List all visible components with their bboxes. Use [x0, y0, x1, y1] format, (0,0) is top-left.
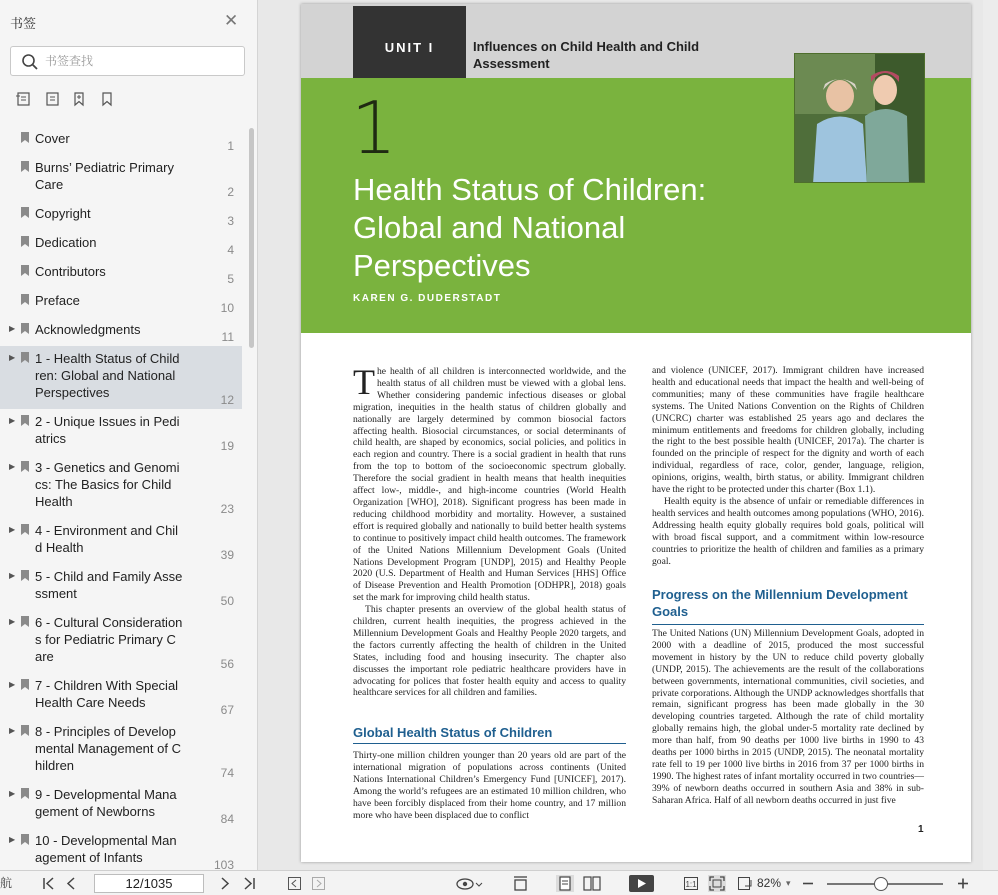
last-page-icon[interactable] [242, 875, 256, 892]
bookmark-page-number: 12 [220, 393, 234, 407]
expand-all-icon[interactable] [15, 91, 31, 107]
expand-arrow-icon[interactable]: ▶ [9, 835, 16, 844]
bookmark-icon [21, 132, 29, 143]
bookmark-item[interactable] [0, 455, 242, 518]
bookmark-item[interactable] [0, 230, 242, 259]
bookmark-page-number: 50 [220, 594, 234, 608]
bookmark-label: 2 - Unique Issues in Pediatrics [35, 414, 180, 446]
bookmark-icon [21, 616, 29, 627]
chapter-number: 1 [351, 86, 397, 170]
two-page-icon[interactable] [583, 875, 601, 892]
expand-arrow-icon[interactable]: ▶ [9, 571, 16, 580]
next-page-icon[interactable] [219, 875, 231, 892]
bookmark-item[interactable] [0, 317, 242, 346]
sidebar-title: 书签 [10, 16, 37, 31]
forward-icon[interactable] [311, 875, 326, 892]
bookmark-label: Cover [35, 131, 70, 146]
bookmark-page-number: 23 [220, 502, 234, 516]
previous-page-icon[interactable] [65, 875, 77, 892]
bookmark-page-number: 5 [227, 272, 234, 286]
zoom-level[interactable]: 82% [757, 876, 782, 890]
chapter-title: Health Status of Children: Global and National Perspectives [353, 172, 707, 283]
bookmark-label: 4 - Environment and Child Health [35, 523, 179, 555]
bookmark-label: 8 - Principles of Developmental Management of Children [35, 724, 181, 773]
paragraph: Health equity is the absence of unfair or remediable differences in health services and health outcomes among populations (WHO, 2016). Addressing health equity globally requires bold goals, political will with broad fiscal support, and a commitment within low-resource countries to prioritize the health of children and families as a primary goal. [652, 495, 924, 567]
bookmark-item[interactable] [0, 610, 242, 673]
bookmark-item[interactable] [0, 719, 242, 782]
bookmark-page-number: 3 [227, 214, 234, 228]
expand-arrow-icon[interactable]: ▶ [9, 680, 16, 689]
bookmark-label: Dedication [35, 235, 97, 250]
unit-label: UNIT I [384, 40, 435, 55]
zoom-in-icon[interactable] [956, 875, 970, 892]
bookmark-label: Acknowledgments [35, 322, 141, 337]
section-heading-global-health: Global Health Status of Children [353, 725, 553, 740]
chapter-photo [794, 53, 925, 183]
bookmark-page-number: 1 [227, 139, 234, 153]
paragraph: and violence (UNICEF, 2017). Immigrant children have increased health and educational needs that impact the health and well-being of communities; many of these communities have fragile healthcare systems. The United Nations Convention on the Rights of Children (UNCRC) charter was established 25 years ago and declares the minimum entitlements and freedoms for children globally, including the right to the best possible health (UNICEF, 2017a). The charter is founded on the principle of respect for the dignity and worth of each individual, regardless of race, color, gender, language, religion, opinions, origins, wealth, birth status, or ability. Immigrant children have the right to be protected under this charter (Box 1.1). [652, 365, 924, 496]
close-icon[interactable]: ✕ [224, 11, 239, 30]
bookmark-label: 6 - Cultural Considerations for Pediatric Primary Care [35, 615, 183, 664]
bookmark-page-number: 19 [220, 439, 234, 453]
first-page-icon[interactable] [42, 875, 56, 892]
bookmark-item[interactable] [0, 564, 242, 610]
bookmark-page-number: 103 [213, 858, 234, 870]
actual-size-icon[interactable] [683, 875, 699, 892]
bookmark-label: Copyright [35, 206, 91, 221]
bookmark-label: 7 - Children With Special Health Care Needs [35, 678, 179, 710]
bookmark-page-number: 4 [227, 243, 234, 257]
bookmark-item[interactable] [0, 673, 242, 719]
heading-rule [353, 743, 626, 744]
bookmark-page-number: 67 [220, 703, 234, 717]
search-icon [21, 53, 39, 71]
bookmark-item[interactable] [0, 828, 242, 870]
paragraph: he health of all children is interconnected worldwide, and the health status of all children must be viewed with a global lens. Whether considering pandemic infectious diseases or global migration, inequities in the health status of children globally and nationally are largely determined by common biosocial factors affecting health. Biosocial circumstances, or social determinants of child health, are shaped by economics, social policies, and politics in each region and country. There is a social gradient in health that runs from the top to bottom of the socioeconomic spectrum globally. Therefore the social gradient in health means that health inequities affect low-, middle-, and high-income countries (World Health Organization [WHO], 2018). Significant progress has been made in reducing childhood morbidity and mortality. However, a sustained effort is required globally and nationally to build better health systems to continue to positively impact child health outcomes. The framework of the United Nations Millennium Development Goals (United Nations Development Program [UNDP], 2015) and Healthy People 2020 (U.S. Department of Health and Human Services [HHS] Office of Disease Prevention and Health Promotion [ODHPR], 2018) goals set the mark for improving child health status. [353, 366, 626, 604]
bookmark-icon [21, 524, 29, 535]
paragraph: The United Nations (UN) Millennium Development Goals, adopted in 2000 with a deadline of 2015, produced the most successful movement in history by the UN to reduce child poverty globally (UNDP, 2015). The achievements are the result of the collaborations between governments, international communities, civil societies, and private corporations. Although the UNDP acknowledges shortfalls that remain, significant progress has been made globally in the 30 developing countries targeted. Although the rate of child mortality globally remains high, the global under-5 mortality rate declined by more than half, from 90 deaths per 1000 live births in 1990 to 43 deaths per 1000 births in 2015 (UNDP, 2015). The neonatal mortality rate fell to 19 per 1000 live births in 2016 from 37 per 1000 births in 1990. The highest rates of infant mortality occurred in two countries—39% of newborn deaths occurred in southern Asia and 38% in sub-Saharan Africa. Half of all newborn deaths occurred in just five [652, 628, 924, 806]
page-number-field[interactable]: 12/1035 [94, 874, 204, 893]
bookmark-label: Contributors [35, 264, 106, 279]
bookmark-icon [21, 679, 29, 690]
text-column-right [652, 365, 924, 567]
svg-text:1:1: 1:1 [685, 880, 697, 889]
expand-arrow-icon[interactable]: ▶ [9, 353, 16, 362]
expand-arrow-icon[interactable]: ▶ [9, 416, 16, 425]
expand-arrow-icon[interactable]: ▶ [9, 324, 16, 333]
bookmark-list [0, 126, 258, 870]
sidebar-scrollbar[interactable] [249, 128, 254, 348]
bookmark-label: Burns’ Pediatric Primary Care [35, 160, 174, 192]
bookmark-icon [21, 236, 29, 247]
document-page [301, 4, 971, 862]
bookmark-icon [21, 323, 29, 334]
drop-cap: T [353, 362, 375, 402]
bookmark-item[interactable] [0, 346, 242, 409]
fit-width-icon[interactable] [512, 875, 529, 892]
single-page-icon[interactable] [556, 875, 574, 892]
bookmark-item[interactable] [0, 259, 242, 288]
zoom-mode-icon[interactable] [737, 875, 753, 892]
bookmark-icon [21, 265, 29, 276]
bookmark-icon [21, 570, 29, 581]
bookmark-label: 5 - Child and Family Assessment [35, 569, 183, 601]
bookmark-label: 10 - Developmental Management of Infants [35, 833, 177, 865]
chapter-author: KAREN G. DUDERSTADT [353, 293, 502, 304]
bookmark-icon [21, 461, 29, 472]
text-column-left-lower [353, 750, 626, 821]
bookmark-label: 1 - Health Status of Children: Global and National Perspectives [35, 351, 180, 400]
bookmark-icon [21, 415, 29, 426]
page-number: 1 [918, 824, 924, 835]
add-bookmark-icon[interactable] [71, 91, 87, 107]
bookmark-page-number: 39 [220, 548, 234, 562]
bookmark-page-number: 2 [227, 185, 234, 199]
bookmark-item[interactable] [0, 155, 242, 201]
bookmark-item[interactable] [0, 782, 242, 828]
bookmark-search-input[interactable] [45, 52, 235, 70]
fit-page-icon[interactable] [708, 875, 726, 892]
heading-rule [652, 624, 924, 625]
bookmark-label: 9 - Developmental Management of Newborns [35, 787, 177, 819]
expand-arrow-icon[interactable]: ▶ [9, 726, 16, 735]
bookmark-item[interactable] [0, 518, 242, 564]
zoom-slider-handle[interactable] [874, 877, 888, 891]
expand-arrow-icon[interactable]: ▶ [9, 617, 16, 626]
bookmark-page-number: 56 [220, 657, 234, 671]
paragraph: This chapter presents an overview of the global health status of children, current health inequities, the progress achieved in the Millennium Development Goals and Healthy People 2020 targets, and the factors currently affecting the health of children in the United States, including food and housing insecurity. The chapter also discusses the important role pediatric healthcare providers have in advocating for polices that foster health equity and access to quality healthcare services for all children and families. [353, 604, 626, 699]
bookmark-page-number: 10 [220, 301, 234, 315]
bookmark-icon [21, 352, 29, 363]
bookmark-icon [21, 294, 29, 305]
bookmark-icon [21, 834, 29, 845]
status-toolbar [0, 870, 998, 895]
bookmark-label: 3 - Genetics and Genomics: The Basics for Child Health [35, 460, 180, 509]
bookmark-page-number: 74 [220, 766, 234, 780]
text-column-left [353, 362, 626, 699]
bookmark-page-number: 11 [221, 330, 234, 344]
bookmark-item[interactable] [0, 126, 242, 155]
collapse-all-icon[interactable] [44, 91, 60, 107]
unit-title: Influences on Child Health and Child Assessment [473, 39, 700, 71]
back-icon[interactable] [287, 875, 302, 892]
nav-label: 航 [0, 876, 13, 890]
bookmark-icon [21, 207, 29, 218]
bookmark-icon[interactable] [99, 91, 115, 107]
expand-arrow-icon[interactable]: ▶ [9, 462, 16, 471]
zoom-dropdown-arrow[interactable]: ▾ [786, 878, 791, 888]
expand-arrow-icon[interactable]: ▶ [9, 525, 16, 534]
bookmark-search-box[interactable] [10, 46, 245, 76]
bookmark-icon [21, 161, 29, 172]
play-icon[interactable] [629, 875, 654, 892]
bookmark-icon [21, 725, 29, 736]
text-column-right-lower [652, 628, 924, 807]
bookmark-label: Preface [35, 293, 80, 308]
paragraph: Thirty-one million children younger than 20 years old are part of the international migration of populations across continents (United Nations International Children’s Emergency Fund [UNICEF], 2017). Among the world’s refugees are an estimated 10 million children, who have been forcibly displaced from their home country, and 17 million more who have been displaced due to conflict [353, 750, 626, 821]
bookmark-sidebar [0, 0, 258, 870]
section-heading-mdg: Progress on the Millennium Development Goals [652, 587, 908, 619]
bookmark-item[interactable] [0, 201, 242, 230]
bookmark-page-number: 84 [220, 812, 234, 826]
bookmark-icon [21, 788, 29, 799]
zoom-out-icon[interactable] [801, 875, 815, 892]
expand-arrow-icon[interactable]: ▶ [9, 789, 16, 798]
document-scrollbar[interactable] [983, 0, 998, 870]
bookmark-item[interactable] [0, 409, 242, 455]
view-mode-icon[interactable] [455, 875, 483, 892]
bookmark-item[interactable] [0, 288, 242, 317]
